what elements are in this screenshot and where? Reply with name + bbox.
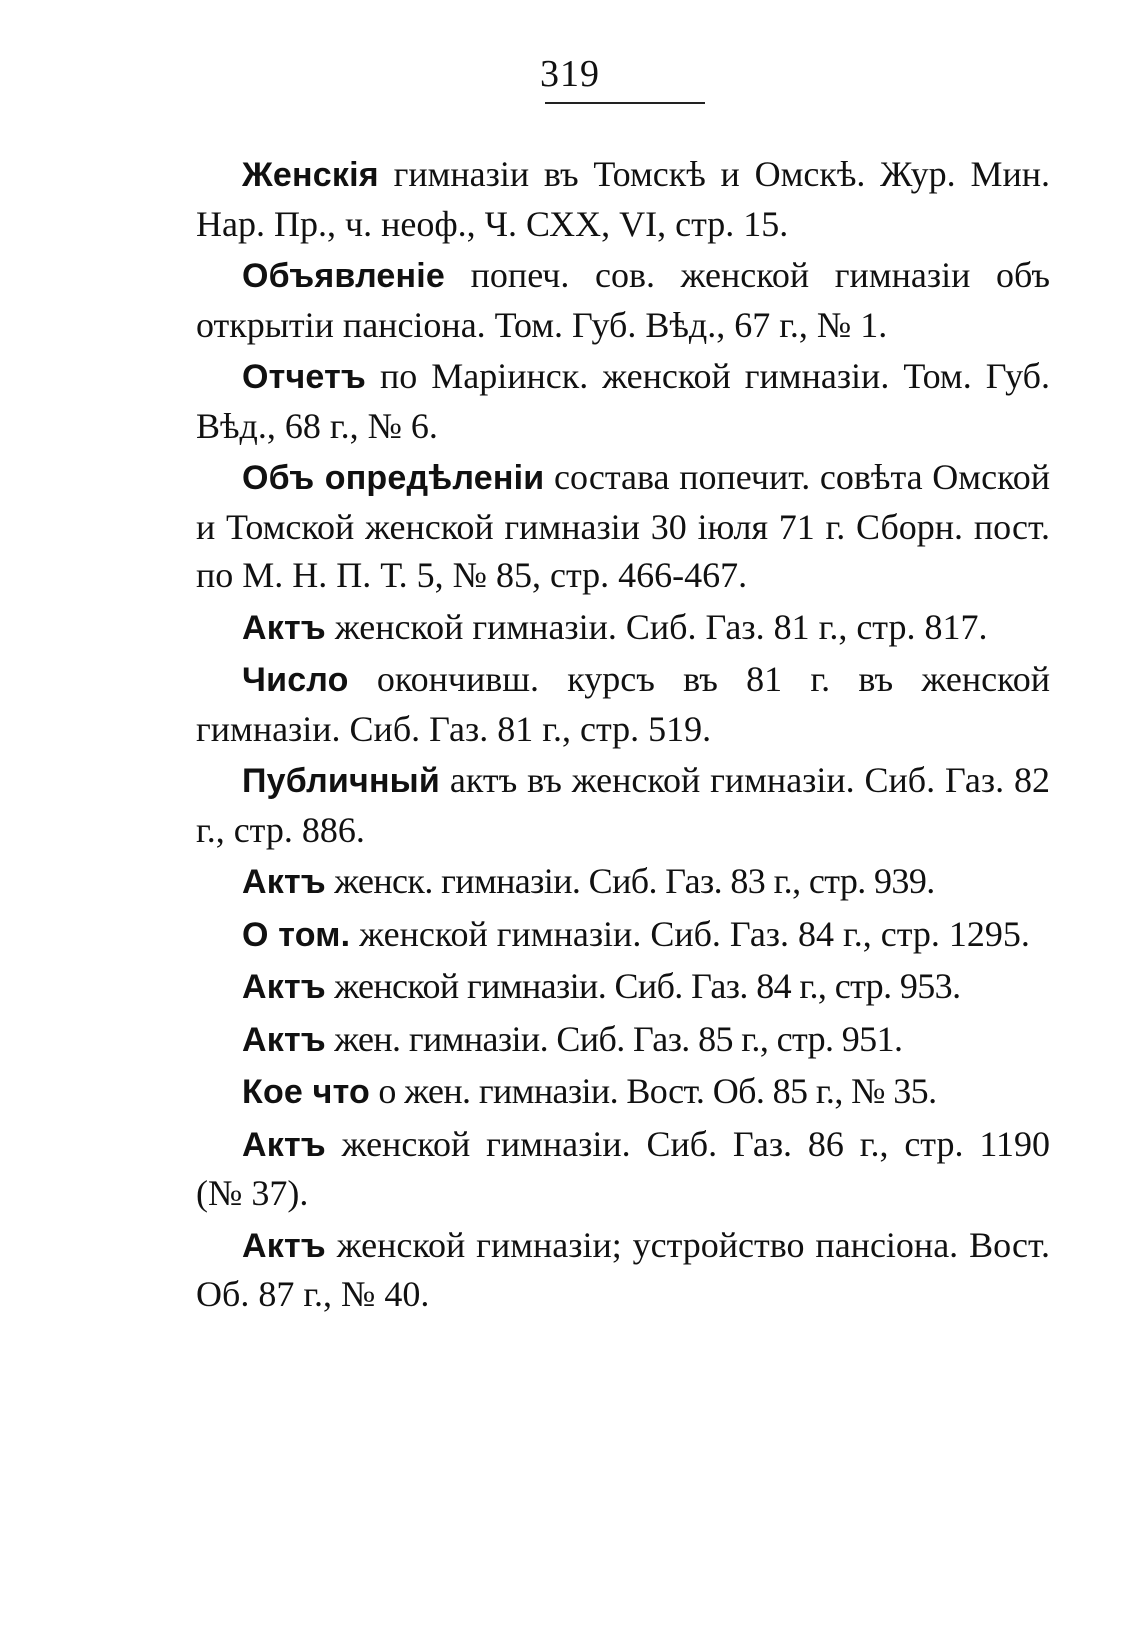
- entry-citation: актъ въ женской гимназіи. Сиб. Газ. 82 г., стр. 886.: [196, 760, 1050, 850]
- entry-heading: Публичный: [242, 762, 441, 800]
- entry-citation: женской гимназіи; устройство пансіона. Вост. Об. 87 г., № 40.: [196, 1224, 1050, 1314]
- bibliography-entry: [196, 655, 1050, 753]
- bibliography-entry: [196, 251, 1050, 349]
- entry-heading: Актъ: [242, 1226, 326, 1265]
- bibliography-entry: [196, 1221, 1050, 1319]
- entry-citation: женской гимназіи. Сиб. Газ. 81 г., стр. 817.: [325, 606, 988, 647]
- entry-citation: состава попечит. совѣта Омской и Томской женской гимназіи 30 іюля 71 г. Сборн. пост. по М. Н. П. Т. 5, № 85, стр. 466-467.: [196, 457, 1050, 595]
- entry-heading: Число: [242, 661, 349, 699]
- entry-heading: Актъ: [242, 1125, 326, 1164]
- entry-heading: Кое что: [242, 1073, 370, 1111]
- entry-heading: Актъ: [242, 968, 326, 1006]
- entry-citation: женской гимназіи. Сиб. Газ. 86 г., стр. 1190 (№ 37).: [196, 1123, 1050, 1213]
- bibliography-entry: [196, 857, 1050, 907]
- entry-citation: о жен. гимназіи. Вост. Об. 85 г., № 35.: [370, 1071, 937, 1111]
- bibliography-entry: [196, 910, 1050, 960]
- entry-heading: Объявленіе: [242, 257, 446, 295]
- entry-citation: женск. гимназіи. Сиб. Газ. 83 г., стр. 939.: [325, 861, 935, 901]
- entry-heading: О том.: [242, 915, 351, 954]
- bibliography-entry: [196, 1015, 1050, 1065]
- entry-heading: Объ опредѣленіи: [242, 459, 545, 497]
- entry-citation: окончивш. курсъ въ 81 г. въ женской гимназіи. Сиб. Газ. 81 г., стр. 519.: [196, 659, 1050, 749]
- entry-heading: Отчетъ: [242, 358, 366, 396]
- bibliography-entry: [196, 150, 1050, 248]
- bibliography-entry: [196, 352, 1050, 450]
- entry-citation: попеч. сов. женской гимназіи объ открытіи пансіона. Том. Губ. Вѣд., 67 г., № 1.: [196, 255, 1050, 345]
- bibliography-entry: [196, 453, 1050, 600]
- entry-heading: Актъ: [242, 608, 326, 647]
- bibliography-entry: [196, 1067, 1050, 1117]
- entry-citation: жен. гимназіи. Сиб. Газ. 85 г., стр. 951.: [325, 1018, 903, 1059]
- entry-citation: женской гимназіи. Сиб. Газ. 84 г., стр. 1295.: [350, 913, 1030, 954]
- entry-citation: по Маріинск. женской гимназіи. Том. Губ. Вѣд., 68 г., № 6.: [196, 356, 1050, 446]
- bibliography-entry: [196, 1120, 1050, 1218]
- entry-heading: Актъ: [242, 863, 326, 901]
- entry-heading: Женскія: [242, 156, 379, 194]
- entry-heading: Актъ: [242, 1020, 326, 1059]
- bibliography-entry: [196, 603, 1050, 653]
- bibliography-entry: [196, 756, 1050, 854]
- page-number-rule: [545, 102, 705, 104]
- bibliography-list: [196, 150, 1050, 1322]
- page-number: 319: [540, 53, 600, 95]
- entry-citation: гимназіи въ Томскѣ и Омскѣ. Жур. Мин. Нар. Пр., ч. неоф., Ч. СХХ, VI, стр. 15.: [196, 154, 1050, 244]
- bibliography-entry: [196, 962, 1050, 1012]
- entry-citation: женской гимназіи. Сиб. Газ. 84 г., стр. 953.: [325, 966, 961, 1006]
